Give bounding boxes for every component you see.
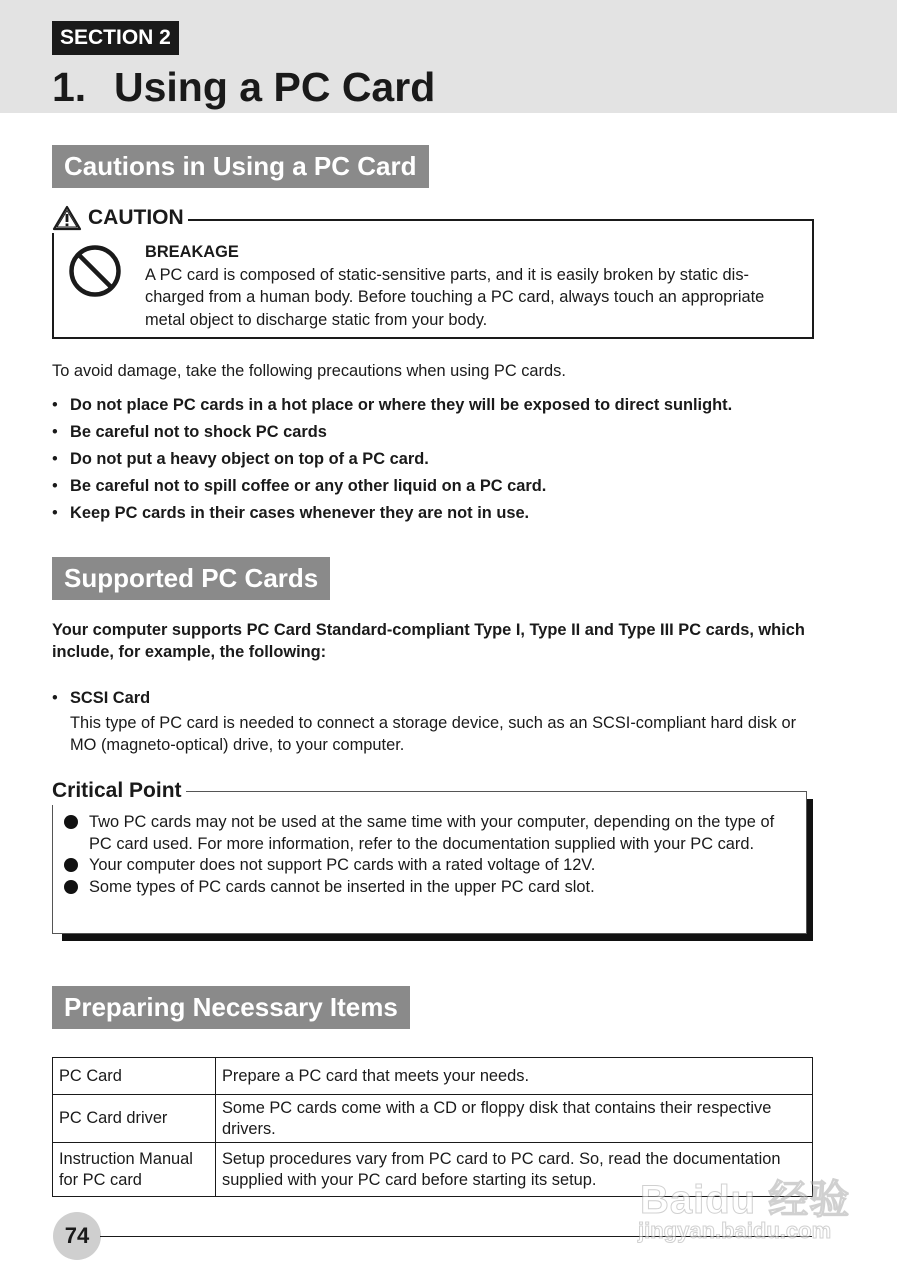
filled-circle-icon <box>64 858 78 872</box>
list-item: • Be careful not to shock PC cards <box>52 419 732 446</box>
watermark-url: jingyan.baidu.com <box>638 1218 832 1243</box>
caution-label-text: CAUTION <box>88 206 184 229</box>
caution-box-title: BREAKAGE <box>145 243 239 261</box>
table-cell-item: PC Card <box>53 1058 216 1095</box>
preparing-heading: Preparing Necessary Items <box>52 986 410 1029</box>
filled-circle-icon <box>64 815 78 829</box>
precautions-list <box>52 392 732 527</box>
critical-point-list <box>64 812 786 899</box>
watermark-brand: Baidu 经验 <box>640 1178 851 1222</box>
supported-intro: Your computer supports PC Card Standard-compliant Type I, Type II and Type III PC cards, which include, for example, the following: <box>52 621 805 661</box>
table-cell-item: PC Card driver <box>53 1095 216 1143</box>
list-item: • Do not put a heavy object on top of a PC card. <box>52 446 732 473</box>
list-item: • Keep PC cards in their cases whenever they are not in use. <box>52 500 732 527</box>
supported-heading: Supported PC Cards <box>52 557 330 600</box>
table-row <box>53 1143 813 1197</box>
table-row <box>53 1058 813 1095</box>
page-title <box>52 62 435 112</box>
page-title-text: Using a PC Card <box>114 64 436 110</box>
list-item: • Be careful not to spill coffee or any other liquid on a PC card. <box>52 473 732 500</box>
list-item <box>64 877 786 899</box>
no-entry-icon <box>68 244 122 298</box>
table-row <box>53 1095 813 1143</box>
table-cell-desc: Setup procedures vary from PC card to PC card. So, read the documentation supplied with your PC card before starting its setup. <box>216 1143 813 1197</box>
critical-point-text: Some types of PC cards cannot be inserted in the upper PC card slot. <box>89 878 595 897</box>
critical-point-text: Two PC cards may not be used at the same time with your computer, depending on the type of PC card used. For more information, refer to the documentation supplied with your PC card. <box>89 813 775 853</box>
preparing-items-table <box>52 1057 813 1197</box>
list-item: • Do not place PC cards in a hot place or where they will be exposed to direct sunlight. <box>52 392 732 419</box>
table-cell-desc: Some PC cards come with a CD or floppy disk that contains their respective drivers. <box>216 1095 813 1143</box>
cautions-heading: Cautions in Using a PC Card <box>52 145 429 188</box>
page-title-number: 1. <box>52 64 87 110</box>
scsi-card-text: This type of PC card is needed to connect a storage device, such as an SCSI-compliant hard disk or MO (magneto-optical) drive, to your computer. <box>70 714 797 754</box>
page-number: 74 <box>53 1212 101 1260</box>
precautions-intro: To avoid damage, take the following precautions when using PC cards. <box>52 362 566 380</box>
caution-box-body: A PC card is composed of static-sensitive parts, and it is easily broken by static dis-charged from a human body. Before touching a PC card, always touch an appropriate metal object to discharge static from your body. <box>145 265 765 329</box>
warning-triangle-icon <box>52 205 82 231</box>
critical-point-text: Your computer does not support PC cards with a rated voltage of 12V. <box>89 856 596 875</box>
scsi-card-title: • SCSI Card <box>52 687 150 709</box>
critical-point-label: Critical Point <box>52 777 186 805</box>
list-item <box>64 812 786 855</box>
table-cell-item: Instruction Manual for PC card <box>53 1143 216 1197</box>
list-item <box>64 855 786 877</box>
footer-rule <box>100 1236 812 1237</box>
caution-label <box>52 203 188 233</box>
section-tag: SECTION 2 <box>52 21 179 55</box>
caution-text <box>145 241 798 331</box>
table-cell-desc: Prepare a PC card that meets your needs. <box>216 1058 813 1095</box>
filled-circle-icon <box>64 880 78 894</box>
